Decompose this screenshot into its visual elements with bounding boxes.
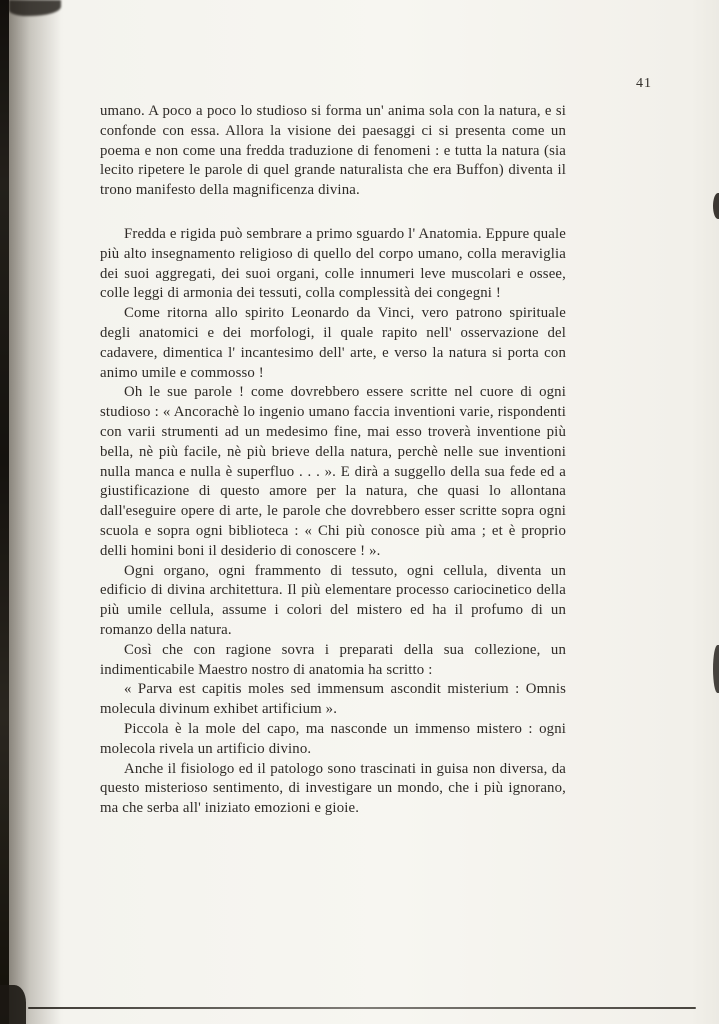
page-text-block <box>100 102 566 819</box>
page-number: 41 <box>636 76 652 91</box>
paragraph: Come ritorna allo spirito Leonardo da Vinci, vero patrono spirituale degli anatomici e dei morfologi, il quale rapito nell' osservazione del cadavere, dimentica l' incantesimo dell' arte, e verso la natura si porta con animo umile e commosso ! <box>100 305 566 381</box>
paragraph-continuation: umano. A poco a poco lo studioso si forma un' anima sola con la natura, e si confonde con essa. Allora la visione dei paesaggi ci si presenta come un poema e non come una fredda traduzione di fenomeni : e tutta la natura (sia lecito ripetere le parole di quel grande naturalista che era Buffon) diventa il trono manifesto della magnificenza divina. <box>100 103 566 199</box>
scan-artifact-bottom-left <box>0 985 26 1024</box>
paragraph: Ogni organo, ogni frammento di tessuto, ogni cellula, diventa un edificio di divina architettura. Il più elementare processo cariocinetico della più umile cellula, assume i colori del mistero ed ha il profumo di un romanzo della natura. <box>100 562 566 638</box>
paragraph: Oh le sue parole ! come dovrebbero essere scritte nel cuore di ogni studioso : « Ancorachè lo ingenio umano faccia inventioni varie, rispondenti con varii strumenti ad un medesimo fine, mai esso troverà inventione più bella, nè più facile, nè più brieve della natura, perchè nelle sue inventioni nulla manca e nulla è superfluo . . . ». E dirà a suggello della sua fede ed a giustificazione di questo amore per la natura, che quasi lo allontana dall'eseguire opere di arte, le parole che dovrebbero esser scritte sopra ogni scuola e sopra ogni biblioteca : « Chi più conosce più ama ; et è proprio delli homini boni il desiderio di conoscere ! ». <box>100 384 566 559</box>
scan-artifact-bottom-line <box>28 1007 696 1009</box>
scan-artifact-right-middle <box>713 645 719 693</box>
paragraph: Piccola è la mole del capo, ma nasconde un immenso mistero : ogni molecola rivela un artificio divino. <box>100 720 566 757</box>
paragraph: Anche il fisiologo ed il patologo sono trascinati in guisa non diversa, da questo misterioso sentimento, di investigare un mondo, che i più ignorano, ma che serba all' iniziato emozioni e gioie. <box>100 760 566 817</box>
binding-edge-strip <box>0 0 9 1024</box>
binding-shadow <box>9 0 61 1024</box>
paragraph-latin-quote: « Parva est capitis moles sed immensum ascondit misterium : Omnis molecula divinum exhibet artificium ». <box>100 681 566 718</box>
paragraph: Fredda e rigida può sembrare a primo sguardo l' Anatomia. Eppure quale più alto insegnamento religioso di quello del corpo umano, colla meraviglia dei suoi aggregati, dei suoi organi, colle innumeri leve muscolari e ossee, colle leggi di armonia dei tessuti, colla complessità dei congegni ! <box>100 225 566 302</box>
paragraph: Così che con ragione sovra i preparati della sua collezione, un indimenticabile Maestro nostro di anatomia ha scritto : <box>100 641 566 678</box>
scan-artifact-right-top <box>713 193 719 219</box>
